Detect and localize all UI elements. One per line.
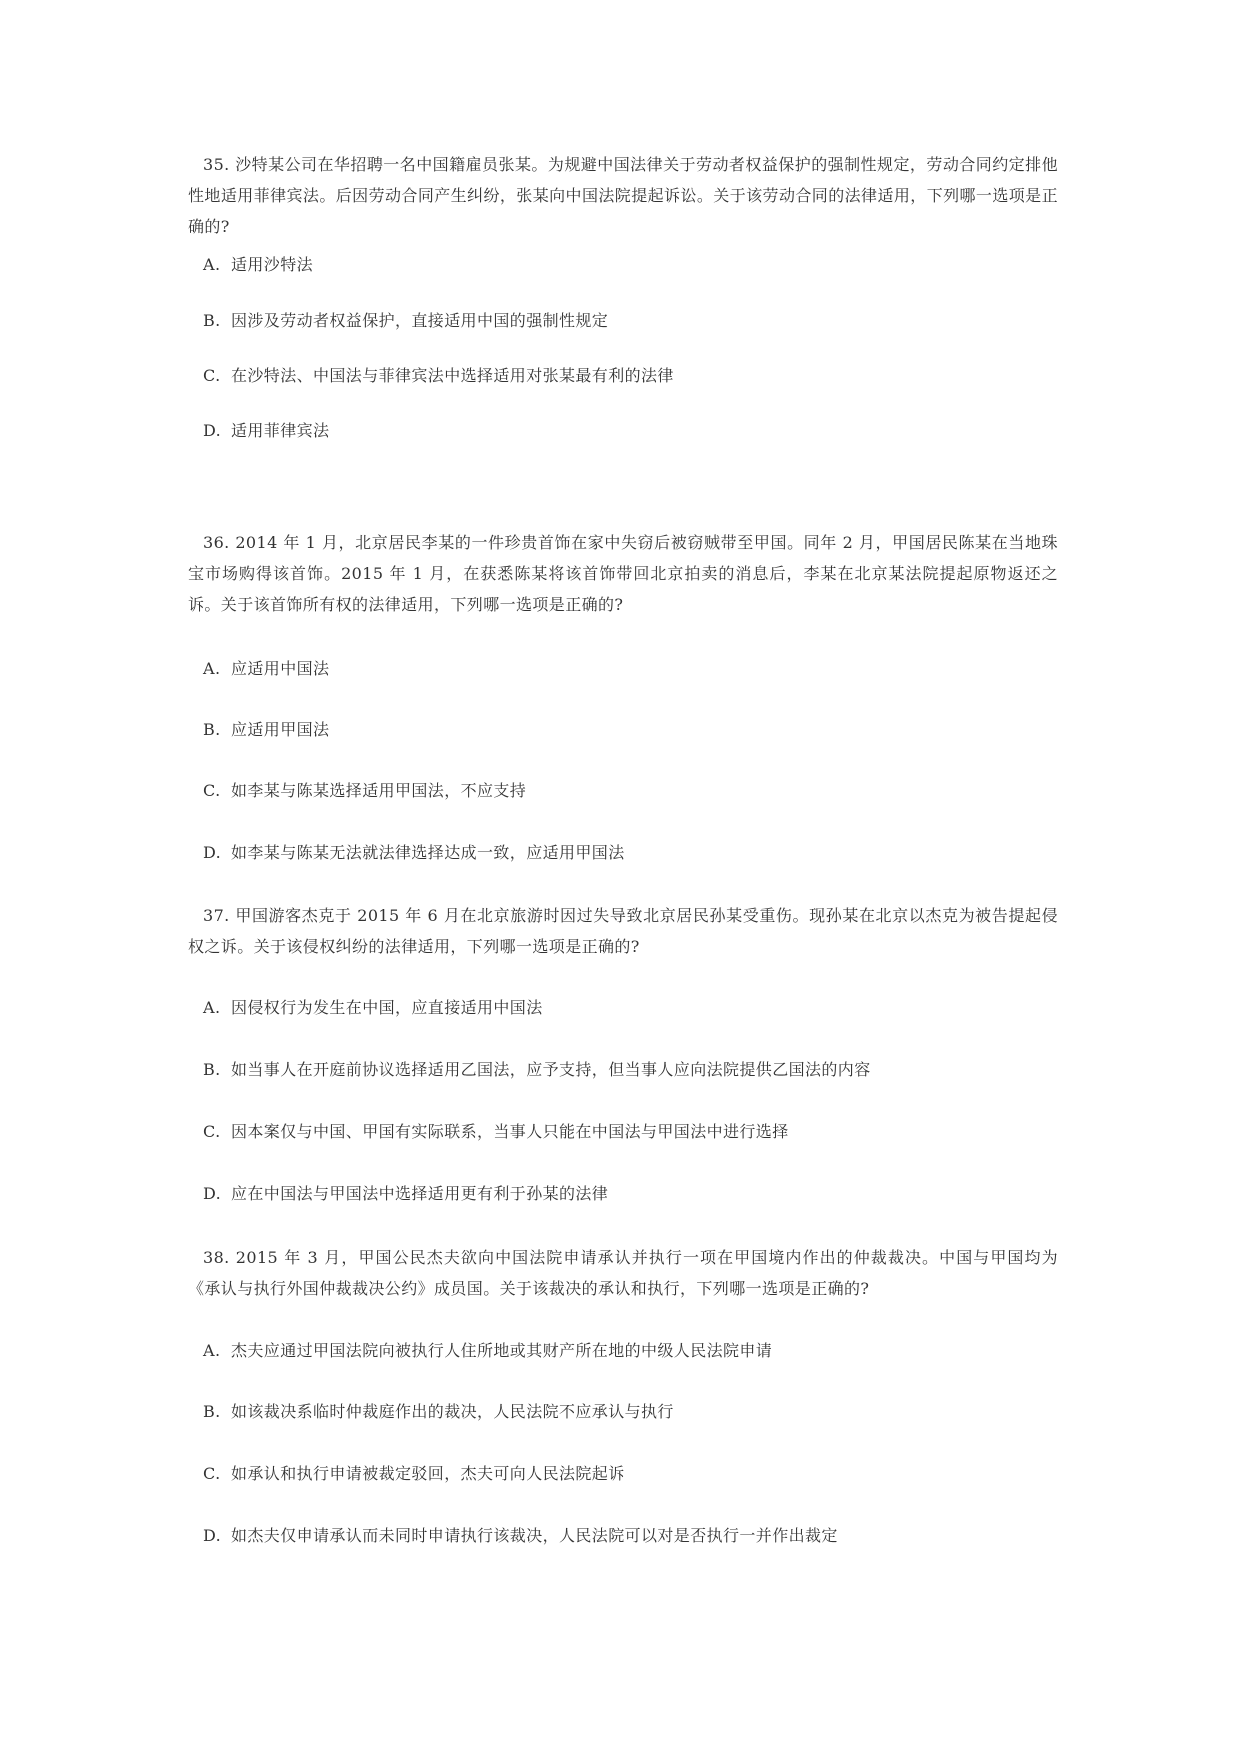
option-letter: C. [203, 1464, 221, 1483]
option-text: 因涉及劳动者权益保护，直接适用中国的强制性规定 [231, 311, 609, 330]
option-letter: B. [203, 720, 221, 739]
option-letter: A. [203, 998, 221, 1017]
option-text: 杰夫应通过甲国法院向被执行人住所地或其财产所在地的中级人民法院申请 [231, 1341, 773, 1360]
option-letter: D. [203, 843, 222, 862]
question-37-option-b [203, 1054, 1063, 1085]
question-35-stem: 35. 沙特某公司在华招聘一名中国籍雇员张某。为规避中国法律关于劳动者权益保护的强制性规定，劳动合同约定排他性地适用菲律宾法。后因劳动合同产生纠纷，张某向中国法院提起诉讼。关于该劳动合同的法律适用，下列哪一选项是正确的? [188, 155, 1058, 236]
question-38-option-c [203, 1458, 1063, 1489]
option-letter: B. [203, 1060, 221, 1079]
question-38-option-a [203, 1335, 1063, 1366]
option-text: 如李某与陈某无法就法律选择达成一致，应适用甲国法 [231, 843, 625, 862]
option-text: 如杰夫仅申请承认而未同时申请执行该裁决，人民法院可以对是否执行一并作出裁定 [231, 1526, 838, 1545]
option-text: 适用菲律宾法 [231, 421, 330, 440]
option-text: 应适用中国法 [231, 659, 330, 678]
option-text: 如当事人在开庭前协议选择适用乙国法，应予支持，但当事人应向法院提供乙国法的内容 [231, 1060, 871, 1079]
option-text: 在沙特法、中国法与菲律宾法中选择适用对张某最有利的法律 [231, 366, 674, 385]
option-letter: D. [203, 421, 222, 440]
question-35-option-d [203, 415, 1063, 446]
option-letter: C. [203, 1122, 221, 1141]
option-letter: D. [203, 1184, 222, 1203]
option-text: 应适用甲国法 [231, 720, 330, 739]
option-letter: A. [203, 1341, 221, 1360]
question-36-stem: 36. 2014 年 1 月，北京居民李某的一件珍贵首饰在家中失窃后被窃贼带至甲国。同年 2 月，甲国居民陈某在当地珠宝市场购得该首饰。2015 年 1 月，在获悉陈某将该首饰带回北京拍卖的消息后，李某在北京某法院提起原物返还之诉。关于该首饰所有权的法律适用，下列哪一选项是正确的? [188, 533, 1058, 614]
option-letter: A. [203, 255, 221, 274]
question-36-option-d [203, 837, 1063, 868]
question-38-stem: 38. 2015 年 3 月，甲国公民杰夫欲向中国法院申请承认并执行一项在甲国境内作出的仲裁裁决。中国与甲国均为《承认与执行外国仲裁裁决公约》成员国。关于该裁决的承认和执行，下列哪一选项是正确的? [188, 1248, 1058, 1298]
question-36-option-a [203, 653, 1063, 684]
option-text: 应在中国法与甲国法中选择适用更有利于孙某的法律 [231, 1184, 609, 1203]
option-text: 如承认和执行申请被裁定驳回，杰夫可向人民法院起诉 [231, 1464, 625, 1483]
option-letter: C. [203, 781, 221, 800]
question-36-option-b [203, 714, 1063, 745]
question-37-option-d [203, 1178, 1063, 1209]
question-35-option-b [203, 305, 1063, 336]
option-letter: B. [203, 1402, 221, 1421]
question-38-option-b [203, 1396, 1063, 1427]
option-text: 如该裁决系临时仲裁庭作出的裁决，人民法院不应承认与执行 [231, 1402, 674, 1421]
question-37-option-c [203, 1116, 1063, 1147]
option-letter: C. [203, 366, 221, 385]
option-text: 因侵权行为发生在中国，应直接适用中国法 [231, 998, 543, 1017]
option-letter: B. [203, 311, 221, 330]
option-text: 因本案仅与中国、甲国有实际联系，当事人只能在中国法与甲国法中进行选择 [231, 1122, 789, 1141]
option-text: 如李某与陈某选择适用甲国法，不应支持 [231, 781, 527, 800]
question-35-option-c [203, 360, 1063, 391]
question-35-option-a [203, 249, 1063, 280]
question-37-option-a [203, 992, 1063, 1023]
option-letter: D. [203, 1526, 222, 1545]
question-36-option-c [203, 775, 1063, 806]
option-letter: A. [203, 659, 221, 678]
option-text: 适用沙特法 [231, 255, 314, 274]
question-38-option-d [203, 1520, 1063, 1551]
question-37-stem: 37. 甲国游客杰克于 2015 年 6 月在北京旅游时因过失导致北京居民孙某受重伤。现孙某在北京以杰克为被告提起侵权之诉。关于该侵权纠纷的法律适用，下列哪一选项是正确的? [188, 906, 1058, 956]
